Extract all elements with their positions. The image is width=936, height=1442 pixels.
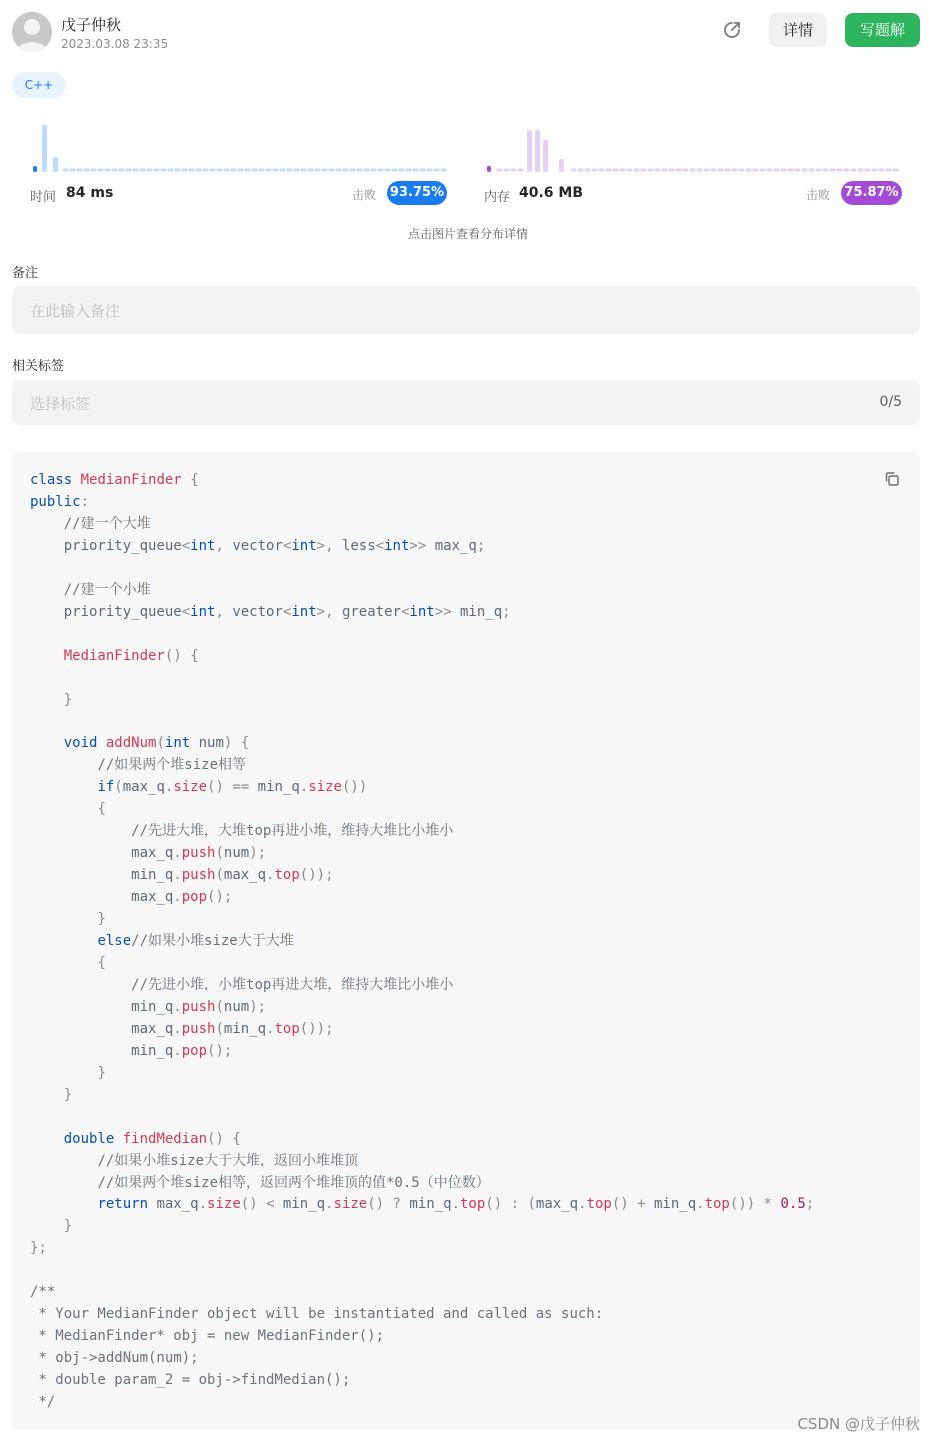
code-line: max_q.push(num); (30, 845, 267, 862)
tags-label: 相关标签 (12, 359, 65, 374)
tags-select[interactable] (12, 380, 920, 425)
note-input[interactable] (12, 286, 920, 334)
tags-placeholder: 选择标签 (30, 395, 91, 413)
share-icon[interactable] (720, 18, 744, 42)
code-line: min_q.push(num); (30, 998, 267, 1015)
write-solution-button[interactable]: 写题解 (845, 13, 920, 47)
code-line: //如果小堆size大于大堆，返回小堆堆顶 (97, 1152, 359, 1169)
distribution-hint: 点击图片查看分布详情 (407, 227, 528, 241)
code-line: }; (30, 1240, 47, 1257)
copy-icon[interactable] (883, 470, 901, 488)
memory-distribution-chart[interactable] (484, 120, 904, 175)
code-line: * Your MedianFinder object will be instantiated and called as such: (30, 1306, 604, 1323)
user-avatar[interactable] (12, 12, 52, 52)
tags-count: 0/5 (879, 394, 902, 410)
submission-date: 2023.03.08 23:35 (61, 37, 169, 51)
code-line: priority_queue<int, vector<int>, greater<int>> min_q; (30, 603, 511, 620)
memory-value: 40.6 MB (519, 185, 584, 201)
code-line: else//如果小堆size大于大堆 (97, 933, 294, 950)
code-line: { (97, 954, 106, 971)
memory-beat-badge: 75.87% (841, 181, 902, 205)
code-line: } (63, 1086, 73, 1103)
code-line: //先进小堆，小堆top再进大堆，维持大堆比小堆小 (131, 976, 454, 993)
code-line: //如果两个堆size相等，返回两个堆堆顶的值*0.5（中位数） (97, 1174, 490, 1191)
code-line: * double param_2 = obj->findMedian(); (30, 1372, 351, 1389)
code-line: min_q.pop(); (30, 1042, 233, 1059)
runtime-distribution-chart[interactable] (30, 120, 450, 175)
code-line: MedianFinder() { (63, 647, 199, 664)
memory-bar-current (487, 166, 491, 172)
runtime-value: 84 ms (66, 185, 114, 201)
runtime-bar (42, 125, 47, 172)
note-label: 备注 (12, 266, 39, 281)
code-line: */ (30, 1394, 56, 1411)
memory-bar (559, 159, 564, 172)
runtime-label: 时间 (30, 190, 57, 205)
code-line: max_q.push(min_q.top()); (30, 1020, 334, 1037)
code-line: /** (30, 1284, 56, 1301)
code-line: min_q.push(max_q.top()); (30, 867, 334, 884)
memory-bar (527, 130, 532, 172)
username[interactable]: 戊子仲秋 (61, 16, 122, 34)
runtime-bar-current (33, 166, 37, 172)
memory-label: 内存 (484, 190, 511, 205)
code-line: double findMedian() { (63, 1130, 241, 1147)
code-line: priority_queue<int, vector<int>, less<int>> max_q; (30, 537, 486, 554)
code-line: } (63, 691, 73, 708)
runtime-beat-label: 击败 (352, 188, 377, 202)
code-line: public: (30, 493, 90, 510)
code-line: class MedianFinder { (30, 472, 199, 488)
code-line: * obj->addNum(num); (30, 1350, 199, 1367)
code-line: if(max_q.size() == min_q.size()) (97, 779, 368, 796)
note-placeholder: 在此输入备注 (30, 302, 121, 320)
code-line: //建一个小堆 (63, 581, 151, 598)
code-line: void addNum(int num) { (63, 735, 250, 752)
memory-beat-label: 击败 (806, 188, 831, 202)
code-line: } (97, 911, 106, 928)
memory-bar (543, 140, 548, 172)
code-line: { (97, 801, 106, 818)
user-avatar-icon (12, 12, 52, 52)
runtime-bar (53, 157, 58, 172)
code-line: max_q.pop(); (30, 889, 233, 906)
detail-button[interactable]: 详情 (769, 13, 827, 47)
code-line: return max_q.size() < min_q.size() ? min_q.top() : (max_q.top() + min_q.top()) * 0.5; (97, 1196, 815, 1213)
code-line: } (63, 1218, 73, 1235)
memory-bar (535, 130, 540, 172)
code-line: //先进大堆，大堆top再进小堆，维持大堆比小堆小 (131, 823, 454, 840)
code-line: * MedianFinder* obj = new MedianFinder(); (30, 1328, 385, 1345)
runtime-beat-badge: 93.75% (387, 181, 447, 205)
code-line: } (97, 1064, 106, 1081)
watermark: CSDN @戊子仲秋 (797, 1415, 920, 1433)
language-tag: C++ (12, 72, 66, 98)
code-line: //建一个大堆 (63, 515, 151, 532)
code-line: //如果两个堆size相等 (97, 757, 247, 774)
code-content (30, 470, 814, 1414)
